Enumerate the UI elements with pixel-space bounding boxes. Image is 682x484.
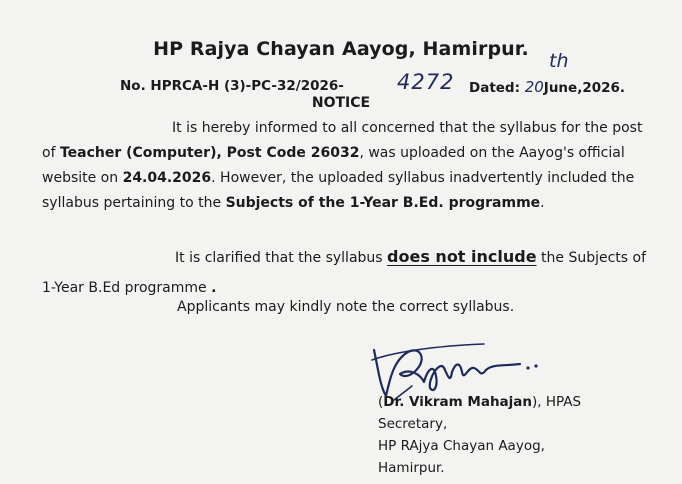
notice-paragraph-2: [42, 242, 662, 303]
emphasis-phrase: does not include: [387, 247, 537, 266]
para1-text-1: It is hereby informed to all concerned that the syllabus for the post of: [42, 120, 643, 161]
handwritten-day: 20: [524, 78, 544, 96]
para2-text-2: the Subjects of 1-Year B.Ed programme: [42, 250, 647, 296]
upload-date: 24.04.2026: [122, 170, 212, 186]
notice-paragraph-3: Applicants may kindly note the correct syllabus.: [177, 299, 515, 315]
dated-month-year: June,2026.: [543, 80, 626, 96]
office-title: HP Rajya Chayan Aayog, Hamirpur.: [153, 38, 529, 60]
post-name: Teacher (Computer), Post Code 26032: [59, 145, 360, 161]
para1-text-2: , was uploaded on the Aayog's official website on: [42, 145, 625, 186]
signatory-name-line: [378, 391, 581, 413]
para2-text-1: It is clarified that the syllabus: [175, 250, 388, 266]
notice-heading: NOTICE: [311, 95, 371, 111]
para1-text-3: . However, the uploaded syllabus inadvertently included the syllabus pertaining to the: [42, 170, 635, 211]
para2-end: .: [211, 280, 217, 296]
signatory-block: [378, 391, 581, 479]
notice-paragraph-1: [42, 116, 652, 216]
signatory-place: Hamirpur.: [378, 460, 445, 476]
signatory-designation: Secretary,: [378, 416, 448, 432]
signatory-name: Dr. Vikram Mahajan: [383, 394, 533, 410]
dated-label: Dated:: [469, 80, 520, 96]
reference-number: No. HPRCA-H (3)-PC-32/2026-: [120, 78, 344, 94]
signatory-organisation: HP RAjya Chayan Aayog,: [378, 438, 545, 454]
handwritten-dispatch-number: 4272: [397, 70, 455, 94]
para1-text-4: .: [540, 195, 545, 211]
subjects-phrase: Subjects of the 1-Year B.Ed. programme: [225, 195, 541, 211]
dated-line: [469, 78, 625, 96]
open-paren: (: [378, 394, 384, 410]
handwritten-day-suffix: th: [549, 50, 569, 72]
signatory-service: ), HPAS: [532, 394, 582, 410]
